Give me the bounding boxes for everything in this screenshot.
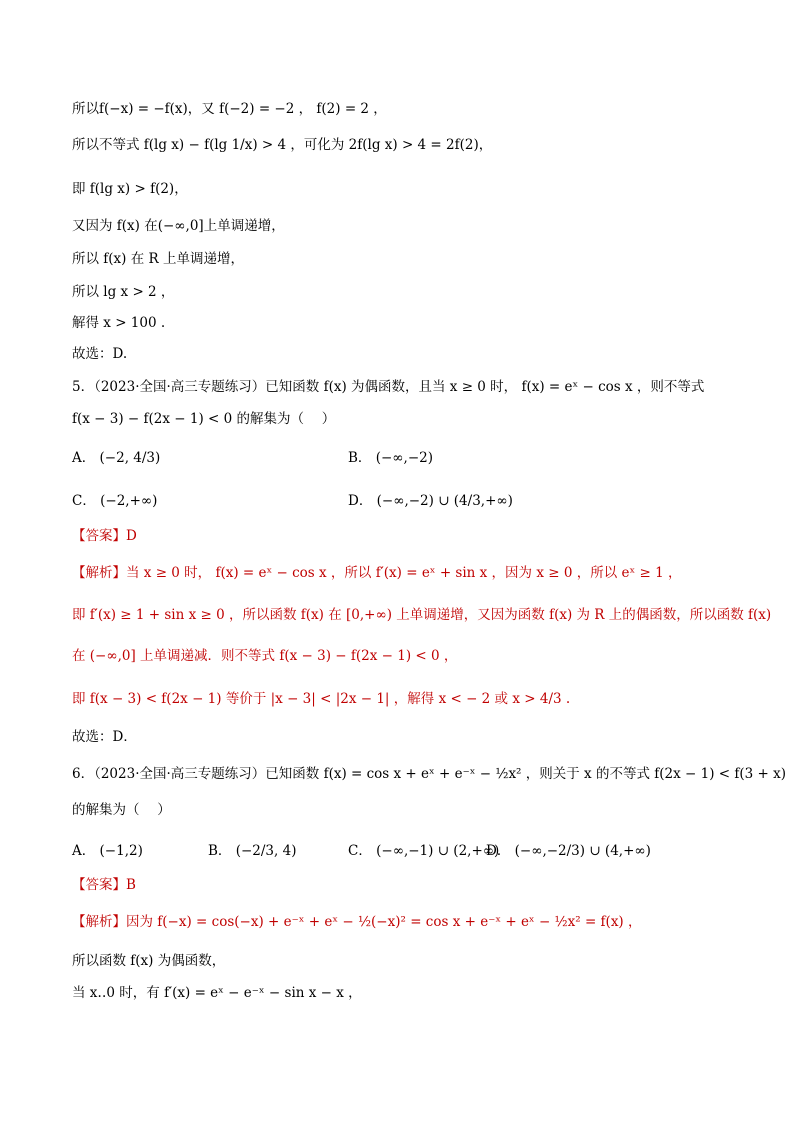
- q5-answer: 【答案】D: [72, 528, 137, 544]
- q5-solution-3: 在 (−∞,0] 上单调递减．则不等式 f(x − 3) − f(2x − 1) < 0 ，: [72, 648, 458, 664]
- q5-solution-4: 即 f(x − 3) < f(2x − 1) 等价于 |x − 3| < |2x − 1| ，解得 x < − 2 或 x > 4/3 .: [72, 691, 571, 707]
- line-8: 故选：D.: [72, 346, 128, 362]
- q6-solution-3: 当 x‥0 时，有 f′(x) = eˣ − e⁻ˣ − sin x − x ，: [72, 985, 362, 1001]
- q5-option-c: C． (−2,+∞): [72, 493, 158, 509]
- question-6-stem: 6．（2023·全国·高三专题练习）已知函数 f(x) = cos x + eˣ + e⁻ˣ − ½x² ，则关于 x 的不等式 f(2x − 1) < f(3 + x): [72, 766, 786, 782]
- line-7: 解得 x > 100 .: [72, 315, 166, 331]
- line-3: 即 f(lg x) > f(2)，: [72, 181, 188, 197]
- q6-solution-2: 所以函数 f(x) 为偶函数，: [72, 953, 226, 969]
- q5-option-b: B． (−∞,−2): [348, 450, 433, 466]
- q6-solution-1: 【解析】因为 f(−x) = cos(−x) + e⁻ˣ + eˣ − ½(−x)² = cos x + e⁻ˣ + eˣ − ½x² = f(x) ，: [72, 914, 642, 930]
- line-2-part-b: (lg 1/x) > 4 ，可化为 2f(lg x) > 4 = 2f(2)，: [209, 137, 493, 153]
- question-6-stem-cont: 的解集为（ ）: [72, 802, 171, 818]
- line-2: [72, 136, 492, 154]
- q5-solution-1: 【解析】当 x ≥ 0 时， f(x) = eˣ − cos x ，所以 f′(x) = eˣ + sin x ，因为 x ≥ 0 ，所以 eˣ ≥ 1 ，: [72, 565, 682, 581]
- q5-option-d: D． (−∞,−2) ∪ (4/3,+∞): [348, 493, 513, 509]
- line-2-part-a: 所以不等式 f(lg x) − f: [72, 137, 210, 153]
- line-1: 所以f(−x) = −f(x)，又 f(−2) = −2 ， f(2) = 2 ，: [72, 101, 387, 117]
- line-5: 所以 f(x) 在 R 上单调递增，: [72, 251, 244, 267]
- q6-option-d: D． (−∞,−2/3) ∪ (4,+∞): [486, 843, 651, 859]
- q6-option-b: B． (−2/3, 4): [208, 843, 297, 859]
- q6-option-a: A． (−1,2): [72, 843, 143, 859]
- q5-solution-2: 即 f′(x) ≥ 1 + sin x ≥ 0 ，所以函数 f(x) 在 [0,+∞) 上单调递增，又因为函数 f(x) 为 R 上的偶函数，所以函数 f(x): [72, 607, 772, 623]
- q6-option-c: C． (−∞,−1) ∪ (2,+∞): [348, 843, 500, 859]
- q6-answer: 【答案】B: [72, 877, 136, 893]
- question-5-stem: 5．（2023·全国·高三专题练习）已知函数 f(x) 为偶函数，且当 x ≥ 0 时， f(x) = eˣ − cos x ，则不等式: [72, 379, 705, 395]
- line-6: 所以 lg x > 2 ，: [72, 284, 175, 300]
- q5-choice: 故选：D．: [72, 729, 137, 745]
- question-5-stem-cont: f(x − 3) − f(2x − 1) < 0 的解集为（ ）: [72, 411, 336, 427]
- line-4: 又因为 f(x) 在(−∞,0]上单调递增，: [72, 218, 285, 234]
- q5-option-a: A． (−2, 4/3): [72, 450, 161, 466]
